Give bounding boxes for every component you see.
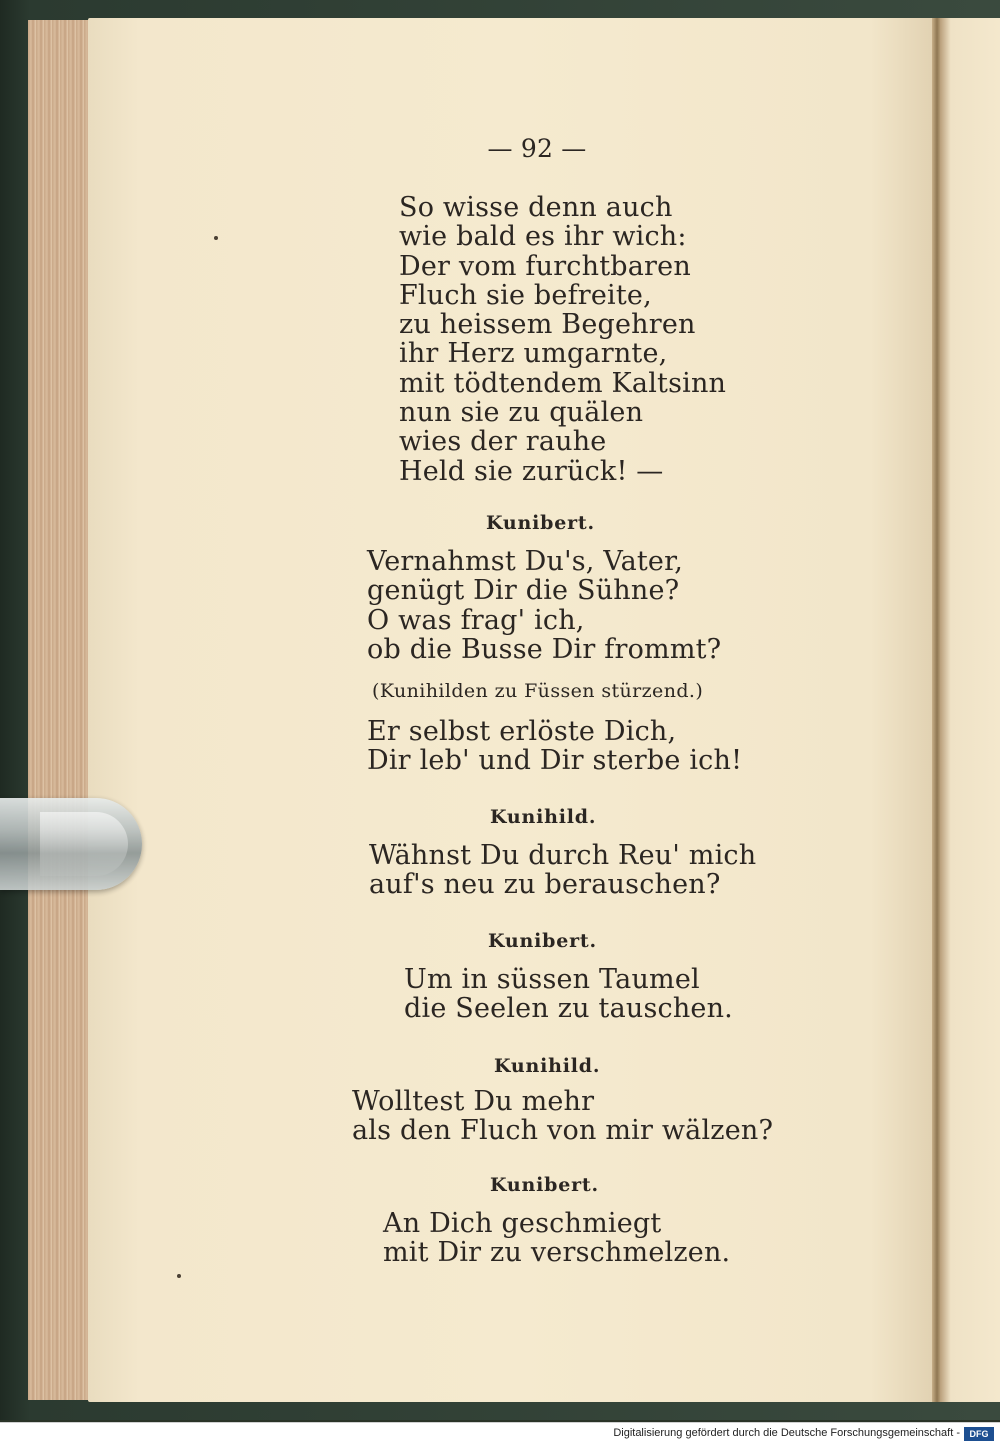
verse-line: So wisse denn auch: [399, 192, 673, 223]
stage-direction: (Kunihilden zu Füssen stürzend.): [372, 680, 704, 702]
dfg-logo: DFG: [964, 1427, 994, 1441]
verse-line: auf's neu zu berauschen?: [369, 869, 721, 901]
speaker-name: Kunihild.: [490, 806, 597, 828]
verse-stanza: [399, 193, 726, 486]
verse-line: zu heissem Begehren: [399, 309, 696, 341]
verse-stanza: [369, 841, 756, 900]
page-number: — 92 —: [487, 134, 587, 163]
verse-line: Fluch sie befreite,: [399, 279, 652, 311]
verse-line: Der vom furchtbaren: [399, 250, 691, 282]
verse-line: Dir leb' und Dir sterbe ich!: [367, 745, 743, 777]
verse-line: O was frag' ich,: [367, 604, 585, 636]
verse-line: mit Dir zu verschmelzen.: [383, 1237, 731, 1269]
verse-line: nun sie zu quälen: [399, 397, 644, 429]
verse-stanza: [383, 1209, 730, 1268]
verse-line: ob die Busse Dir frommt?: [367, 633, 722, 665]
speck: [177, 1274, 181, 1278]
verse-line: Er selbst erlöste Dich,: [367, 716, 677, 747]
verse-line: An Dich geschmiegt: [383, 1208, 662, 1239]
page-clip-highlight: [40, 812, 128, 876]
verse-line: Wähnst Du durch Reu' mich: [369, 840, 757, 871]
verse-line: mit tödtendem Kaltsinn: [399, 367, 727, 399]
verse-line: die Seelen zu tauschen.: [404, 993, 733, 1025]
verse-stanza: [352, 1087, 773, 1146]
speaker-name: Kunibert.: [486, 512, 595, 534]
speaker-name: Kunibert.: [490, 1174, 599, 1196]
footer-bar: [0, 1422, 1000, 1447]
verse-stanza: [367, 547, 721, 664]
speaker-name: Kunibert.: [488, 930, 597, 952]
speck: [214, 236, 218, 240]
verse-stanza: [404, 965, 733, 1024]
funding-credit: Digitalisierung gefördert durch die Deutsche Forschungsgemeinschaft -: [613, 1427, 960, 1439]
verse-line: Held sie zurück! —: [399, 455, 664, 487]
verse-line: Um in süssen Taumel: [404, 964, 700, 995]
speaker-name: Kunihild.: [494, 1055, 601, 1077]
verse-line: als den Fluch von mir wälzen?: [352, 1115, 774, 1147]
verse-line: wies der rauhe: [399, 426, 607, 458]
verse-line: wie bald es ihr wich:: [399, 221, 687, 253]
verse-line: Vernahmst Du's, Vater,: [367, 546, 684, 577]
verse-line: genügt Dir die Sühne?: [367, 575, 680, 607]
facing-page-edge: [940, 18, 1000, 1402]
verse-stanza: [367, 717, 742, 776]
verse-line: ihr Herz umgarnte,: [399, 338, 668, 370]
verse-line: Wolltest Du mehr: [352, 1086, 595, 1117]
